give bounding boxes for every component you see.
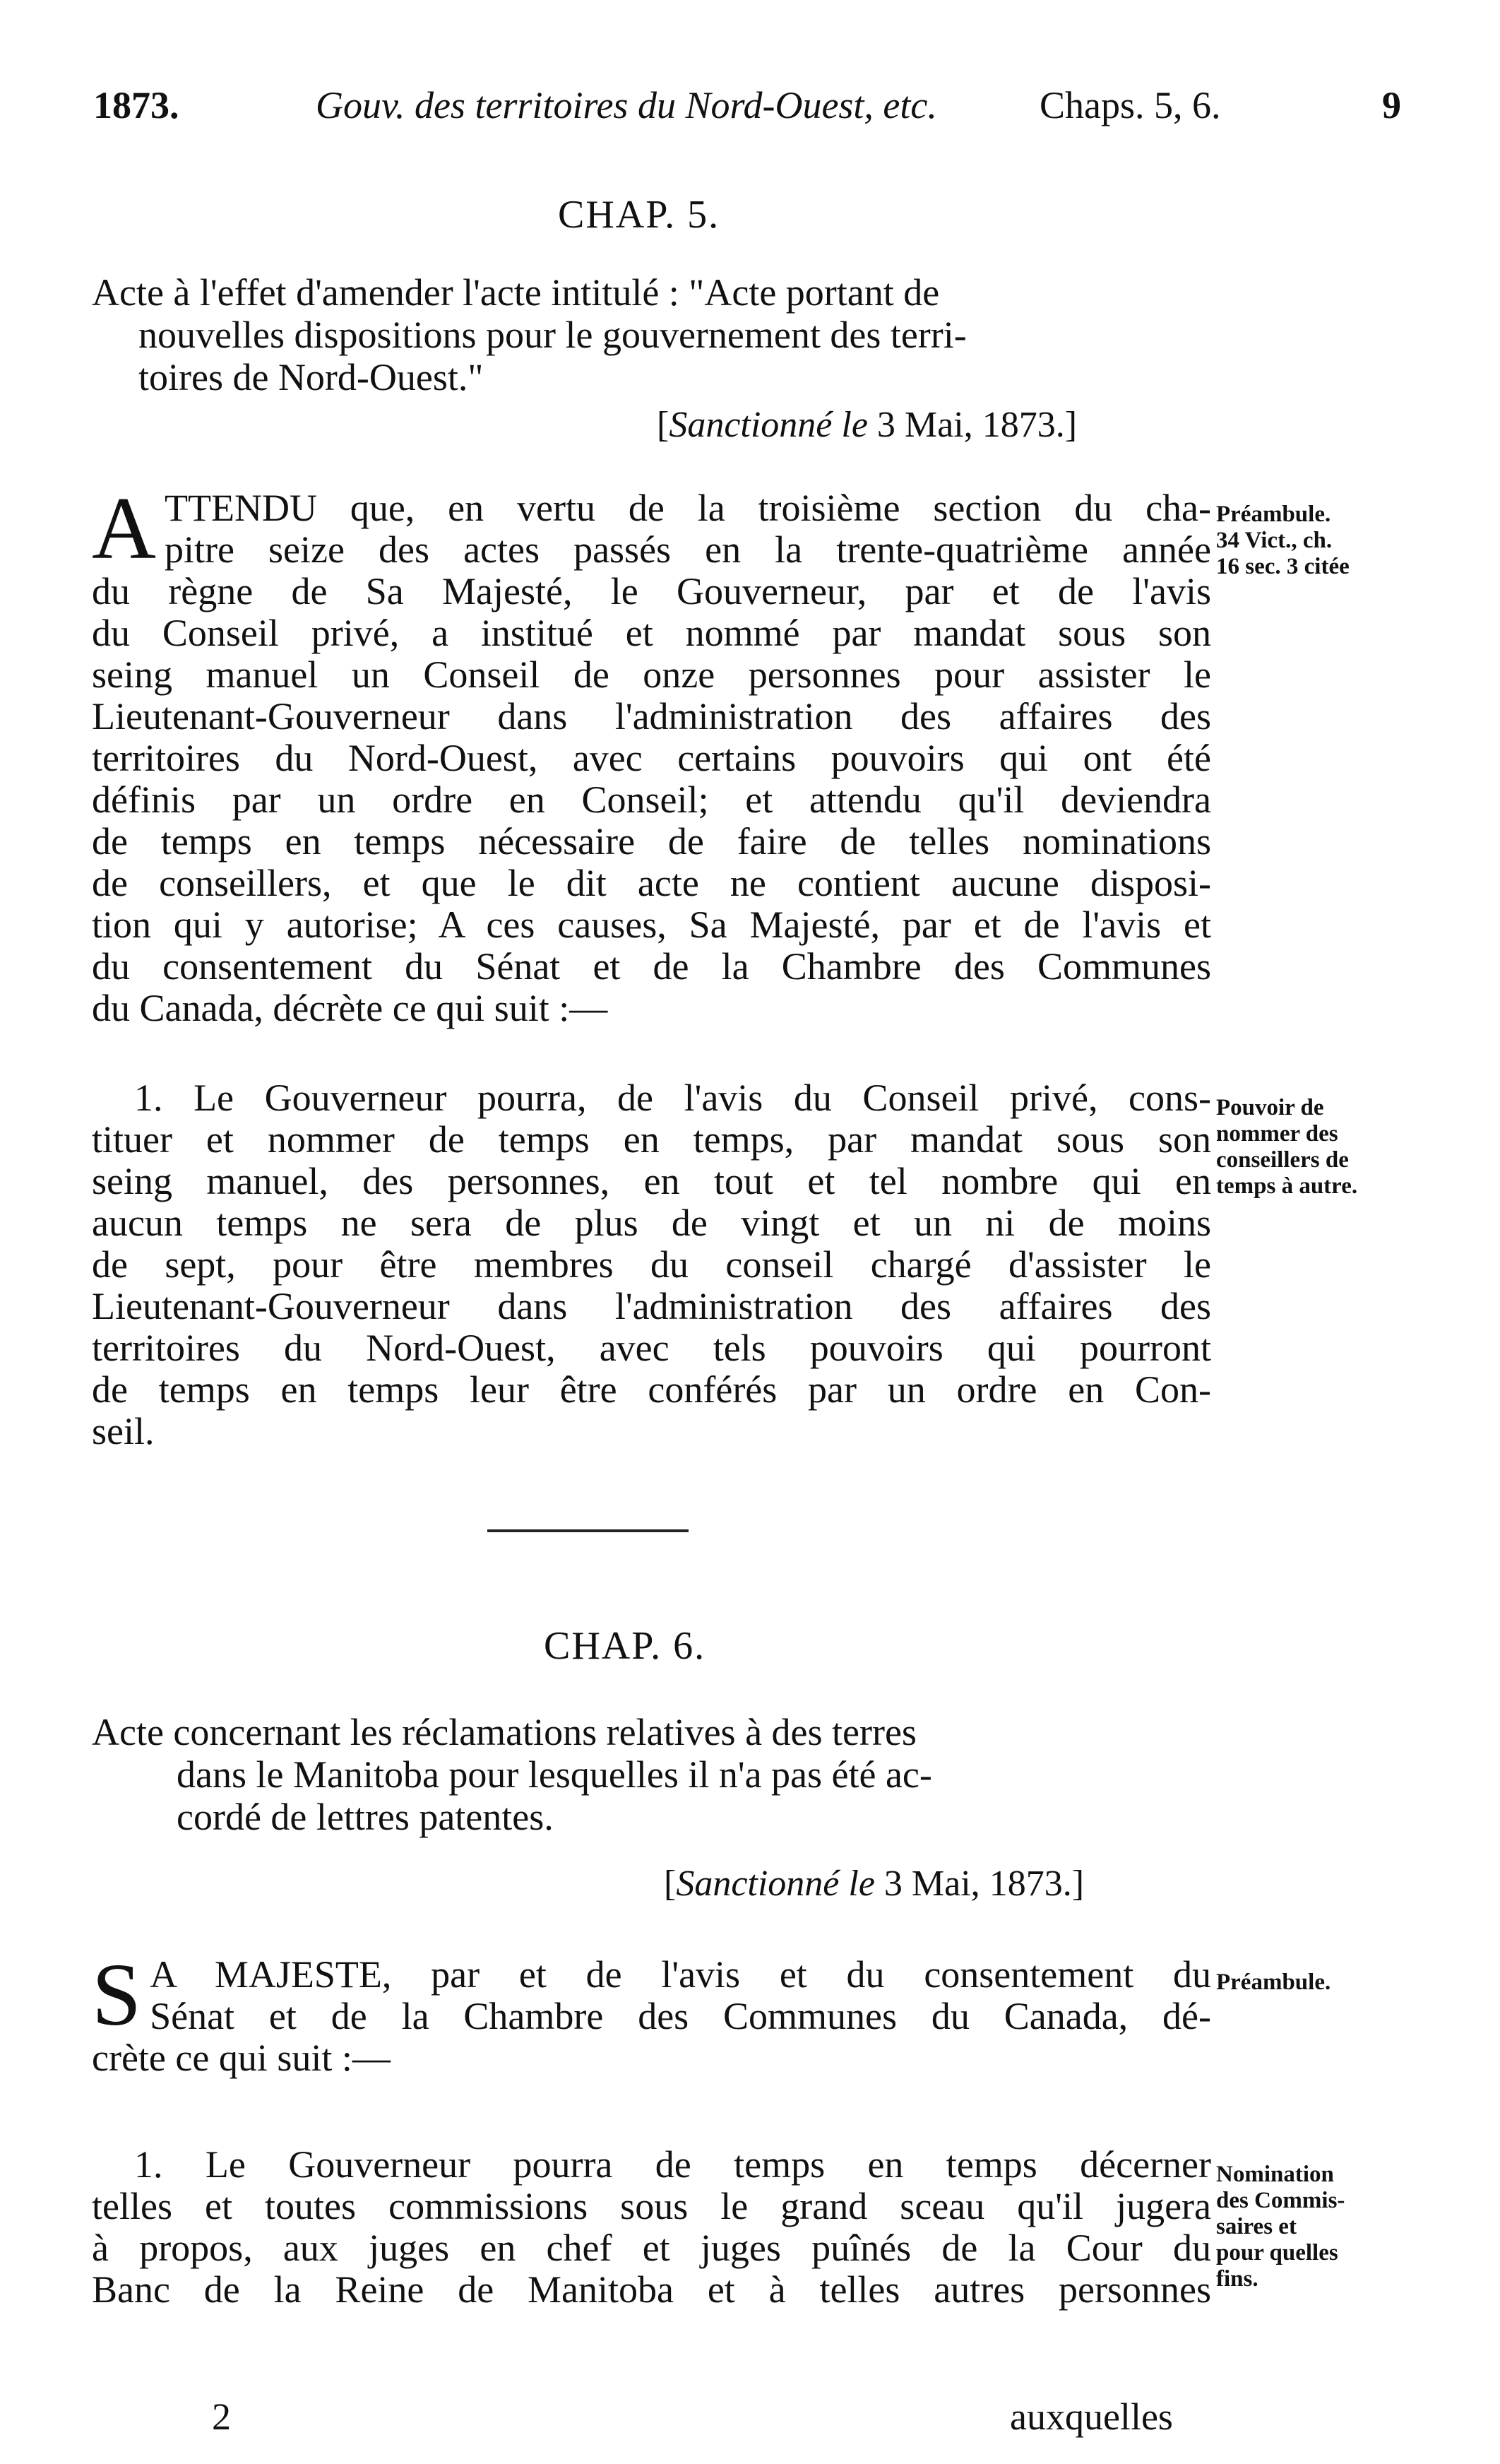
margin-line: Pouvoir de [1216, 1095, 1324, 1120]
chapter-6-heading: CHAP. 6. [544, 1624, 706, 1668]
chapter-6-sanction: [Sanctionné le 3 Mai, 1873.] [664, 1864, 1085, 1904]
drop-cap: S [92, 1946, 142, 2044]
margin-line: conseillers de [1216, 1147, 1349, 1173]
signature-mark: 2 [212, 2395, 231, 2438]
text-line: de temps en temps leur être conférés par un ordre en Con- [92, 1368, 1211, 1411]
section-divider [487, 1529, 689, 1532]
margin-line: fins. [1216, 2266, 1258, 2292]
text-line: aucun temps ne sera de plus de vingt et un ni de moins [92, 1202, 1211, 1244]
text-line: TTENDU que, en vertu de la troisième section du cha- [165, 487, 1211, 529]
margin-line: pour quelles [1216, 2240, 1338, 2265]
header-chapters: Chaps. 5, 6. [1040, 84, 1221, 126]
sanction-year: 1873. [989, 1864, 1072, 1904]
text-line: Lieutenant-Gouverneur dans l'administration des affaires des [92, 695, 1211, 738]
chapter-6-preamble [92, 1946, 1211, 2079]
text-line: seil. [92, 1410, 155, 1452]
header-title: Gouv. des territoires du Nord-Ouest, etc. [316, 84, 937, 126]
text-line: Sénat et de la Chambre des Communes du Canada, dé- [150, 1995, 1211, 2037]
text-line: à propos, aux juges en chef et juges puînés de la Cour du [92, 2227, 1211, 2269]
catchword: auxquelles [1010, 2395, 1173, 2438]
margin-line: Nomination [1216, 2162, 1334, 2187]
text-line: crète ce qui suit :— [92, 2037, 391, 2079]
text-line: A MAJESTE, par et de l'avis et du consentement du [150, 1953, 1211, 1996]
margin-line: des Commis- [1216, 2188, 1345, 2213]
margin-note-chap6-section-1 [1216, 2162, 1421, 2292]
sanction-day: 3 Mai, [883, 1864, 980, 1904]
drop-cap: A [92, 480, 156, 578]
text-line: du consentement du Sénat et de la Chambre des Communes [92, 945, 1211, 988]
chapter-6-section-1 [92, 2144, 1211, 2311]
text-line: Banc de la Reine de Manitoba et à telles autres personnes [92, 2268, 1211, 2311]
text-line: telles et toutes commissions sous le grand sceau qu'il jugera [92, 2185, 1211, 2227]
margin-note-chap6-preamble [1216, 1970, 1421, 1996]
text-line: de sept, pour être membres du conseil chargé d'assister le [92, 1243, 1211, 1286]
title-line: dans le Manitoba pour lesquelles il n'a pas été ac- [177, 1753, 932, 1796]
running-header [93, 83, 1415, 140]
text-line: de temps en temps nécessaire de faire de telles nominations [92, 820, 1211, 863]
title-line: Acte concernant les réclamations relatives à des terres [92, 1711, 917, 1753]
text-line: 1. Le Gouverneur pourra, de l'avis du Conseil privé, cons- [134, 1077, 1211, 1119]
text-line: définis par un ordre en Conseil; et attendu qu'il deviendra [92, 778, 1211, 821]
text-line: tion qui y autorise; A ces causes, Sa Majesté, par et de l'avis et [92, 904, 1211, 946]
sanction-year: 1873. [982, 405, 1065, 445]
margin-line: 34 Vict., ch. [1216, 528, 1333, 553]
text-line: seing manuel un Conseil de onze personnes pour assister le [92, 653, 1211, 696]
header-year: 1873. [93, 84, 179, 126]
text-line: Lieutenant-Gouverneur dans l'administration des affaires des [92, 1285, 1211, 1327]
title-line: cordé de lettres patentes. [177, 1796, 554, 1838]
title-line: Acte à l'effet d'amender l'acte intitulé : "Acte portant de [92, 271, 940, 314]
chapter-5-sanction: [Sanctionné le 3 Mai, 1873.] [657, 405, 1078, 445]
text-line: 1. Le Gouverneur pourra de temps en temps décerner [134, 2143, 1211, 2186]
margin-line: Préambule. [1216, 1970, 1331, 1995]
margin-line: saires et [1216, 2214, 1297, 2239]
title-line: toires de Nord-Ouest." [138, 356, 484, 398]
text-line: de conseillers, et que le dit acte ne contient aucune disposi- [92, 862, 1211, 904]
chapter-5-section-1 [92, 1077, 1211, 1452]
margin-line: Préambule. [1216, 502, 1331, 527]
page-number: 9 [1382, 84, 1401, 126]
text-line: du Conseil privé, a institué et nommé par mandat sous son [92, 612, 1211, 654]
chapter-5-heading: CHAP. 5. [558, 193, 720, 237]
text-line: territoires du Nord-Ouest, avec certains pouvoirs qui ont été [92, 737, 1211, 779]
sanction-day: 3 Mai, [876, 405, 973, 445]
chapter-6-title [92, 1711, 1222, 1838]
text-line: territoires du Nord-Ouest, avec tels pouvoirs qui pourront [92, 1327, 1211, 1369]
margin-note-preamble [1216, 502, 1421, 580]
margin-line: 16 sec. 3 citée [1216, 554, 1350, 579]
text-line: du règne de Sa Majesté, le Gouverneur, par et de l'avis [92, 570, 1211, 612]
title-line: nouvelles dispositions pour le gouvernement des terri- [138, 314, 967, 356]
margin-line: nommer des [1216, 1121, 1338, 1147]
sanction-text: Sanctionné le [676, 1864, 875, 1904]
chapter-5-preamble [92, 480, 1211, 1029]
text-line: seing manuel, des personnes, en tout et tel nombre qui en [92, 1160, 1211, 1202]
sanction-text: Sanctionné le [669, 405, 868, 445]
margin-note-section-1 [1216, 1095, 1421, 1200]
margin-line: temps à autre. [1216, 1173, 1358, 1199]
text-line: pitre seize des actes passés en la trente-quatrième année [165, 528, 1211, 571]
text-line: du Canada, décrète ce qui suit :— [92, 987, 608, 1029]
text-line: tituer et nommer de temps en temps, par mandat sous son [92, 1118, 1211, 1161]
chapter-5-title [92, 271, 1222, 398]
